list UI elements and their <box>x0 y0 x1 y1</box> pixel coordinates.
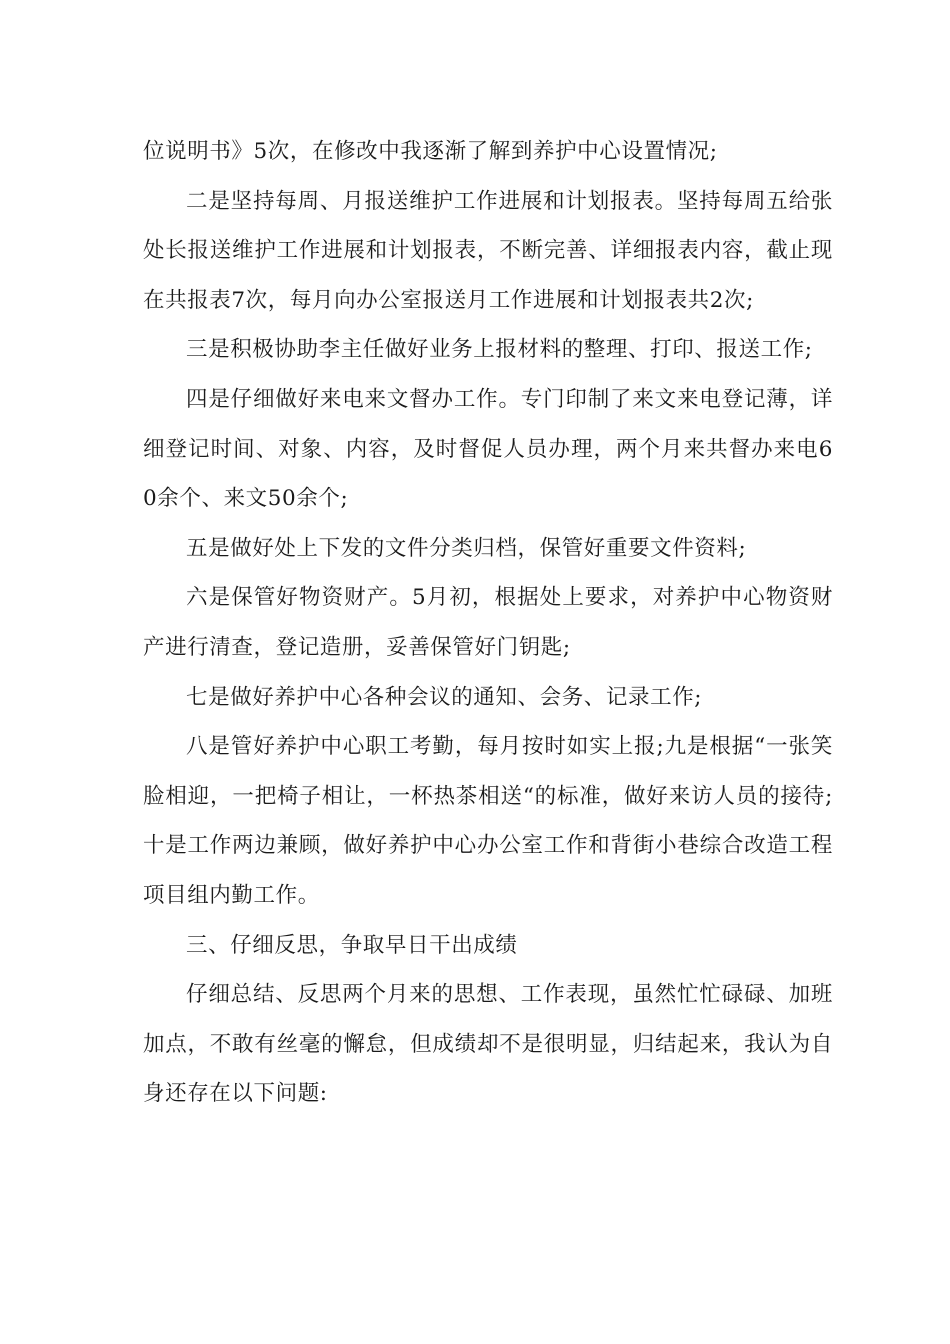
paragraph-8: 八是管好养护中心职工考勤，每月按时如实上报;九是根据“一张笑脸相迎，一把椅子相让，一杯热茶相送“的标准，做好来访人员的接待;十是工作两边兼顾，做好养护中心办公室工作和背街小巷综合改造工程项目组内勤工作。 <box>143 734 833 908</box>
paragraph-3: 三是积极协助李主任做好业务上报材料的整理、打印、报送工作; <box>186 337 813 363</box>
paragraph-4: 四是仔细做好来电来文督办工作。专门印制了来文来电登记薄，详细登记时间、对象、内容，及时督促人员办理，两个月来共督办来电60余个、来文50余个; <box>143 386 833 512</box>
paragraph-5: 五是做好处上下发的文件分类归档，保管好重要文件资料; <box>186 535 747 561</box>
paragraph-6: 六是保管好物资财产。5月初，根据处上要求，对养护中心物资财产进行清查，登记造册，妥善保管好门钥匙; <box>143 585 833 660</box>
section-heading: 三、仔细反思，争取早日干出成绩 <box>186 932 518 958</box>
paragraph-7: 七是做好养护中心各种会议的通知、会务、记录工作; <box>186 684 703 710</box>
paragraph-1: 位说明书》5次，在修改中我逐渐了解到养护中心设置情况; <box>143 139 718 164</box>
paragraph-10: 仔细总结、反思两个月来的思想、工作表现，虽然忙忙碌碌、加班加点，不敢有丝毫的懈怠，但成绩却不是很明显，归结起来，我认为自身还存在以下问题: <box>143 982 833 1107</box>
document-body <box>143 127 833 1119</box>
paragraph-2: 二是坚持每周、月报送维护工作进展和计划报表。坚持每周五给张处长报送维护工作进展和计划报表，不断完善、详细报表内容，截止现在共报表7次，每月向办公室报送月工作进展和计划报表共2次; <box>143 188 833 313</box>
